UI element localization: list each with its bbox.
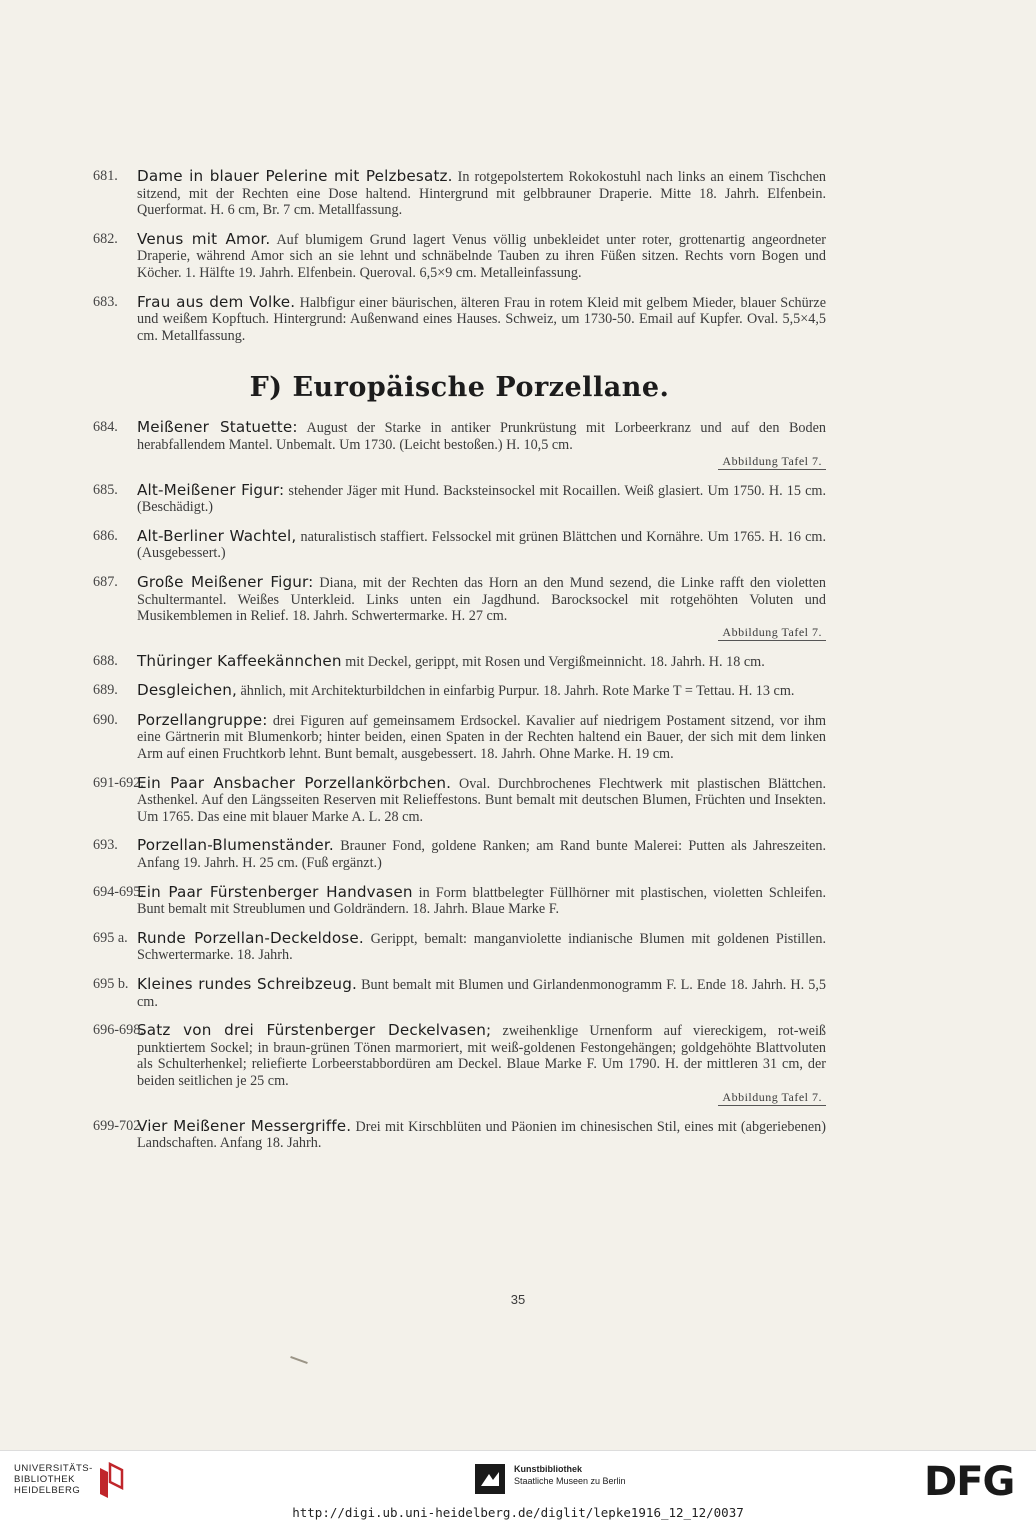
entry-title: Vier Meißener Messergriffe. — [137, 1116, 352, 1135]
entry-number: 690. — [93, 711, 118, 728]
kunstbibliothek-logo[interactable] — [514, 1463, 626, 1487]
entry-number: 695 a. — [93, 929, 128, 946]
entry-description: Oval. Durchbrochenes Flechtwerk mit plastischen Blättchen. Asthenkel. Auf den Längsseiten Reserven mit Relieffestons. Bunt bemalt mit deutschen Blumen, Früchten und Insekten. Um 1765. Das eine mit blauer Marke A. L. 28 cm. — [137, 775, 826, 825]
entry-description: Drei mit Kirschblüten und Päonien im chinesischen Stil, eines mit (abgeriebenen) Landschaften. Anfang 18. Jahrh. — [137, 1118, 826, 1152]
ub-logo-line: HEIDELBERG — [14, 1485, 81, 1496]
entry-description: stehender Jäger mit Hund. Backsteinsockel mit Rocaillen. Weiß glasiert. Um 1750. H. 15 cm. (Beschädigt.) — [137, 482, 826, 516]
catalog-entry — [93, 231, 826, 282]
entries-after-heading — [93, 419, 826, 1151]
catalog-entry — [93, 884, 826, 918]
permalink-url[interactable]: http://digi.ub.uni-heidelberg.de/diglit/lepke1916_12_12/0037 — [292, 1505, 744, 1520]
ub-emblem-icon — [96, 1460, 126, 1500]
entry-number: 695 b. — [93, 976, 129, 992]
entry-description: naturalistisch staffiert. Felssockel mit grünen Blättchen und Kornähre. Um 1765. H. 16 cm. (Ausgebessert.) — [137, 528, 827, 562]
dfg-logo[interactable]: DFG — [924, 1459, 1015, 1505]
entry-title: Meißener Statuette: — [137, 418, 298, 437]
entry-number: 691-692. — [93, 774, 144, 791]
entry-description: Bunt bemalt mit Blumen und Girlandenmonogramm F. L. Ende 18. Jahrh. H. 5,5 cm. — [137, 977, 826, 1010]
entry-description: Auf blumigem Grund lagert Venus völlig unbekleidet unter roter, grottenartig angeordneter Draperie, während Amor sich an sie lehnt und schnäbelnde Tauben zu ihren Füßen sitzen. Rechts vorn Bogen und Köcher. 1. Hälfte 19. Jahrh. Elfenbein. Queroval. 6,5×9 cm. Metalleinfassung. — [137, 231, 826, 281]
entry-description: in Form blattbelegter Füllhörner mit plastischen, violetten Schleifen. Bunt bemalt mit Streublumen und Goldrändern. 18. Jahrh. Blaue Marke F. — [137, 884, 826, 918]
kunstbibliothek-emblem-icon — [475, 1464, 505, 1494]
catalog-entry — [93, 1118, 826, 1152]
entry-title: Alt-Meißener Figur: — [137, 480, 285, 499]
entry-title: Satz von drei Fürstenberger Deckelvasen; — [137, 1021, 492, 1040]
ub-heidelberg-logo[interactable] — [14, 1463, 93, 1496]
entry-title: Alt-Berliner Wachtel, — [137, 526, 297, 545]
entry-title: Venus mit Amor. — [137, 229, 271, 248]
ub-logo-line: BIBLIOTHEK — [14, 1474, 75, 1485]
entry-description: mit Deckel, gerippt, mit Rosen und Vergißmeinnicht. 18. Jahrh. H. 18 cm. — [345, 653, 765, 670]
entry-number: 694-695. — [93, 883, 144, 900]
entry-number: 683. — [93, 293, 118, 310]
illustration-reference-text: Abbildung Tafel 7. — [718, 625, 826, 641]
entry-title: Porzellangruppe: — [137, 710, 268, 729]
catalog-entry — [93, 528, 826, 562]
entry-title: Große Meißener Figur: — [137, 572, 314, 591]
ub-logo-line: UNIVERSITÄTS- — [14, 1463, 93, 1474]
page-number: 35 — [510, 1292, 526, 1307]
catalog-entry — [93, 419, 826, 469]
entry-number: 684. — [93, 419, 118, 436]
catalog-entry — [93, 930, 826, 964]
entry-title: Desgleichen, — [137, 681, 237, 700]
entry-title: Kleines rundes Schreibzeug. — [137, 975, 357, 993]
illustration-reference — [137, 454, 826, 470]
entry-description: August der Starke in antiker Prunkrüstung mit Lorbeerkranz und auf den Boden herabfallendem Mantel. Unbemalt. Um 1730. (Leicht bestoßen.) H. 10,5 cm. — [137, 420, 827, 453]
entry-description: drei Figuren auf gemeinsamem Erdsockel. Kavalier auf niedrigem Postament sitzend, vor ihm eine Gärtnerin mit Blumenkorb; hinter beiden, einen Spaten in der Rechten haltend ein Bauer, der sich mit dem linken Arm auf einen Fruchtkorb lehnt. Bunt bemalt, ausgebessert. 18. Jahrh. Ohne Marke. H. 19 cm. — [137, 712, 826, 763]
catalog-entry — [93, 976, 826, 1010]
catalog-entries — [93, 168, 826, 1164]
catalog-entry — [93, 837, 826, 871]
catalog-entry — [93, 574, 826, 641]
entry-title: Dame in blauer Pelerine mit Pelzbesatz. — [137, 167, 453, 185]
entry-description: Halbfigur einer bäurischen, älteren Frau in rotem Kleid mit gelbem Mieder, blauer Schürze und weißem Kopftuch. Hintergrund: Außenwand eines Hauses. Schweiz, um 1730-50. Email auf Kupfer. Oval. 5,5×4,5 cm. Metallfassung. — [137, 294, 826, 344]
entry-description: Brauner Fond, goldene Ranken; am Rand bunte Malerei: Putten als Jahreszeiten. Anfang 19. Jahrh. H. 25 cm. (Fuß ergänzt.) — [137, 838, 826, 872]
section-heading: F) Europäische Porzellane. — [249, 372, 670, 404]
catalog-entry — [93, 775, 826, 826]
entry-title: Runde Porzellan-Deckeldose. — [137, 928, 364, 947]
entry-title: Frau aus dem Volke. — [137, 292, 296, 311]
entry-number: 696-698. — [93, 1022, 144, 1039]
catalog-entry — [93, 1022, 826, 1105]
catalog-entry — [93, 168, 826, 219]
illustration-reference-text: Abbildung Tafel 7. — [718, 454, 826, 470]
scan-speck — [290, 1356, 308, 1364]
catalog-entry — [93, 682, 826, 700]
entry-title: Ein Paar Fürstenberger Handvasen — [137, 882, 413, 901]
entry-description: In rotgepolstertem Rokokostuhl nach links an einem Tischchen sitzend, mit der Rechten eine Dose haltend. Hintergrund mit gelbbrauner Draperie. Mitte 18. Jahrh. Elfenbein. Querformat. H. 6 cm, Br. 7 cm. Metallfassung. — [137, 169, 827, 219]
entry-number: 689. — [93, 682, 118, 699]
entry-number: 685. — [93, 481, 118, 498]
entry-description: Diana, mit der Rechten das Horn an den Mund sezend, die Linke rafft den violetten Schultermantel. Weißes Unterkleid. Links unten ein Jagdhund. Barocksockel mit rotgehöhten Voluten und Musikemblemen in Relief. 18. Jahrh. Schwertermarke. H. 27 cm. — [137, 574, 827, 625]
entry-number: 682. — [93, 230, 118, 247]
catalog-entry — [93, 653, 826, 671]
entries-before-heading — [93, 168, 826, 344]
entry-description: ähnlich, mit Architekturbildchen in einfarbig Purpur. 18. Jahrh. Rote Marke T = Tettau. H. 13 cm. — [240, 683, 795, 700]
kb-subtitle: Staatliche Museen zu Berlin — [514, 1476, 626, 1486]
kb-title: Kunstbibliothek — [514, 1464, 582, 1474]
entry-title: Porzellan-Blumenständer. — [137, 836, 334, 855]
catalog-entry — [93, 482, 826, 516]
illustration-reference — [137, 625, 826, 641]
entry-number: 693. — [93, 837, 118, 854]
entry-number: 699-702. — [93, 1117, 144, 1134]
entry-title: Thüringer Kaffeekännchen — [137, 651, 342, 670]
entry-number: 687. — [93, 573, 118, 590]
illustration-reference-text: Abbildung Tafel 7. — [718, 1090, 826, 1106]
catalog-entry — [93, 712, 826, 763]
entry-description: zweihenklige Urnenform auf viereckigem, rot-weiß punktiertem Sockel; in braun-grünen Tönen marmoriert, mit weiß-goldenen Festongehängen; goldgehöhte Blattvoluten als Schulterhenkel; reliefierte Lorbeerstabbordüren am Deckel. Blaue Marke F. Um 1790. H. der mittleren 31 cm, der beiden seitlichen je 25 cm. — [137, 1023, 826, 1089]
entry-number: 688. — [93, 652, 118, 669]
entry-description: Gerippt, bemalt: manganviolette indianische Blumen mit goldenen Pistillen. Schwertermarke. 18. Jahrh. — [137, 930, 826, 964]
catalog-entry — [93, 294, 826, 345]
entry-title: Ein Paar Ansbacher Porzellankörbchen. — [137, 773, 452, 792]
illustration-reference — [137, 1090, 826, 1106]
entry-number: 686. — [93, 527, 118, 544]
entry-number: 681. — [93, 168, 118, 184]
